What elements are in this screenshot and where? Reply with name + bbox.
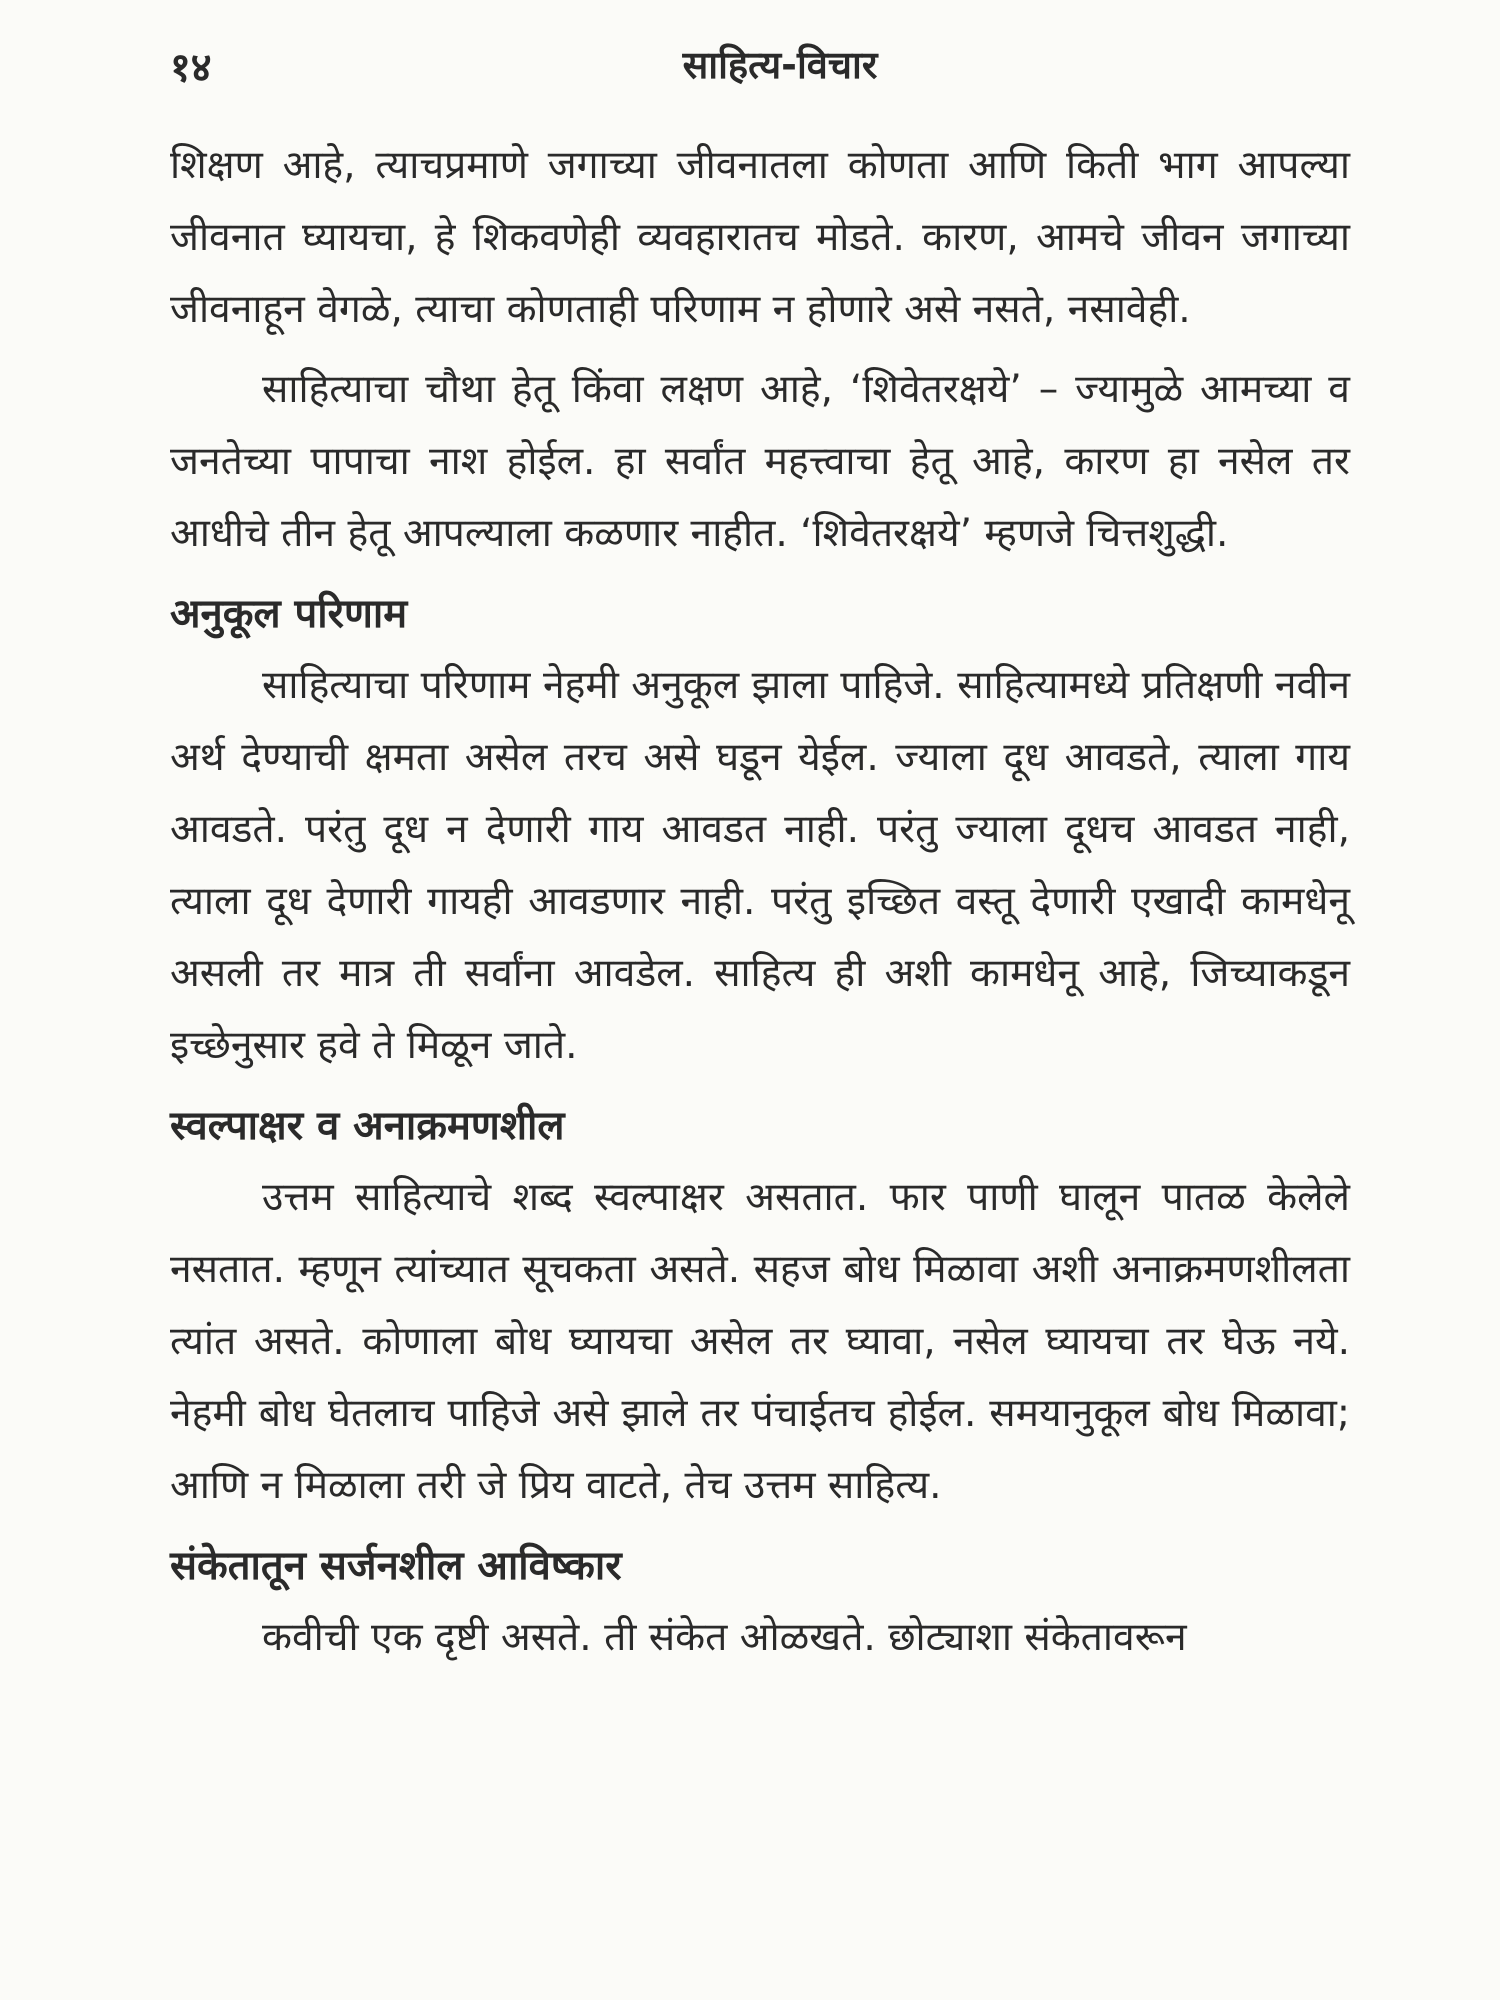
paragraph-3: साहित्याचा परिणाम नेहमी अनुकूल झाला पाहिजे. साहित्यामध्ये प्रतिक्षणी नवीन अर्थ देण्याची क्षमता असेल तरच असे घडून येईल. ज्याला दूध आवडते, त्याला गाय आवडते. परंतु दूध न देणारी गाय आवडत नाही. परंतु ज्याला दूधच आवडत नाही, त्याला दूध देणारी गायही आवडणार नाही. परंतु इच्छित वस्तू देणारी एखादी कामधेनू असली तर मात्र ती सर्वांना आवडेल. साहित्य ही अशी कामधेनू आहे, जिच्याकडून इच्छेनुसार हवे ते मिळून जाते. bbox=[170, 663, 1350, 1068]
paragraph-4: उत्तम साहित्याचे शब्द स्वल्पाक्षर असतात. फार पाणी घालून पातळ केलेले नसतात. म्हणून त्यांच्यात सूचकता असते. सहज बोध मिळावा अशी अनाक्रमणशीलता त्यांत असते. कोणाला बोध घ्यायचा असेल तर घ्यावा, नसेल घ्यायचा तर घेऊ नये. नेहमी बोध घेतलाच पाहिजे असे झाले तर पंचाईतच होईल. समयानुकूल बोध मिळावा; आणि न मिळाला तरी जे प्रिय वाटते, तेच उत्तम साहित्य. bbox=[170, 1175, 1350, 1508]
page-body bbox=[170, 130, 1350, 1674]
paragraph-1: शिक्षण आहे, त्याचप्रमाणे जगाच्या जीवनातला कोणता आणि किती भाग आपल्या जीवनात घ्यायचा, हे शिकवणेही व्यवहारातच मोडते. कारण, आमचे जीवन जगाच्या जीवनाहून वेगळे, त्याचा कोणताही परिणाम न होणारे असे नसते, नसावेही. bbox=[170, 143, 1350, 332]
page-number: १४ bbox=[170, 45, 212, 91]
running-title: साहित्य-विचार bbox=[682, 43, 878, 87]
section-heading-2: स्वल्पाक्षर व अनाक्रमणशील bbox=[170, 1103, 565, 1149]
paragraph-2: साहित्याचा चौथा हेतू किंवा लक्षण आहे, ‘शिवेतरक्षये’ – ज्यामुळे आमच्या व जनतेच्या पापाचा नाश होईल. हा सर्वांत महत्त्वाचा हेतू आहे, कारण हा नसेल तर आधीचे तीन हेतू आपल्याला कळणार नाहीत. ‘शिवेतरक्षये’ म्हणजे चित्तशुद्धी. bbox=[170, 367, 1350, 556]
paragraph-5: कवीची एक दृष्टी असते. ती संकेत ओळखते. छोट्याशा संकेतावरून bbox=[262, 1615, 1187, 1660]
section-heading-3: संकेतातून सर्जनशील आविष्कार bbox=[170, 1543, 622, 1589]
section-heading-1: अनुकूल परिणाम bbox=[170, 591, 408, 637]
page-header bbox=[170, 38, 1390, 98]
